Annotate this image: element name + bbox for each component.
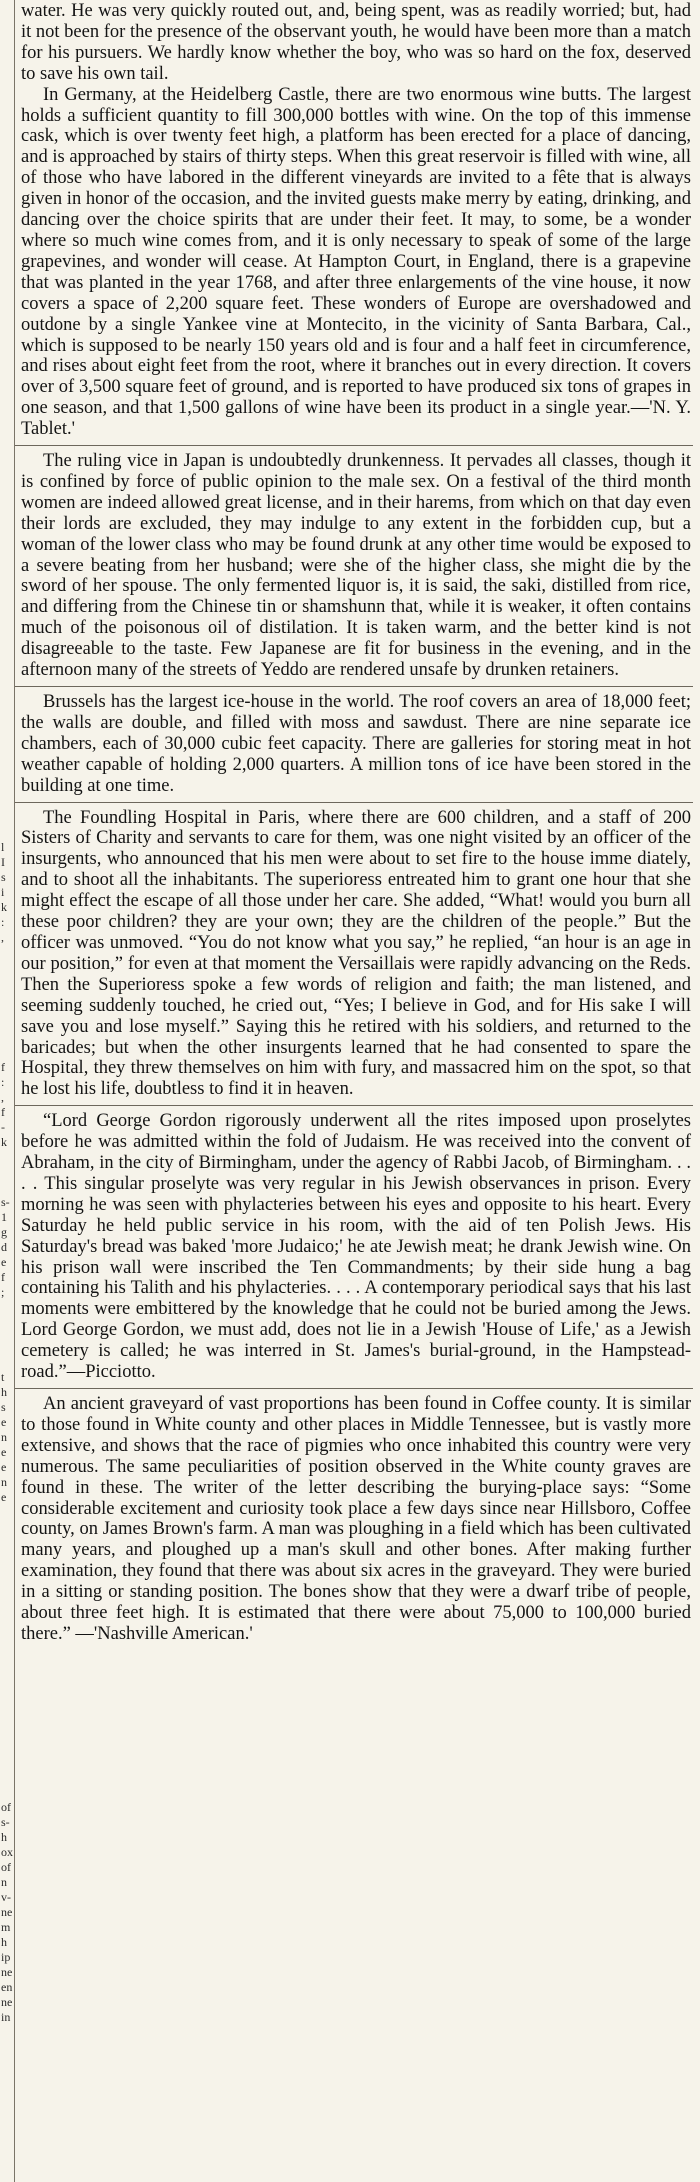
paragraph-japan-drunkenness: The ruling vice in Japan is undoubtedly drunkenness. It pervades all classes, though it is confined by force of public opinion to the male sex. On a festival of the third month women are indeed allowed great license, and in their harems, from which on that day even their lords are excluded, they may indulge to any extent in the forbidden cup, but a woman of the lower class who may be found drunk at any other time would be exposed to a severe beating from her husband; were she of the higher class, she might die by the sword of her spouse. The only fermented liquor is, it is said, the saki, distilled from rice, and differing from the Chinese tin or shamshunn that, while it is weaker, it often contains much of the poisonous oil of distilation. It is taken warm, and the better kind is not disagreeable to the taste. Few Japanese are fit for business in the evening, and in the afternoon many of the streets of Yeddo are rendered unsafe by drunken retainers.	[21, 451, 691, 681]
section-divider	[15, 1388, 693, 1389]
section-divider	[15, 686, 693, 687]
paragraph-fox-hunt: water. He was very quickly routed out, and, being spent, was as readily worried; but, had it not been for the presence of the observant youth, he would have been more than a match for his pursuers. We hardly know whether the boy, who was so hard on the fox, deserved to save his own tail.	[21, 1, 691, 84]
gutter-fragment: l I s i k : ,	[1, 840, 7, 944]
gutter-fragment: s- 1 g d e f ;	[1, 1195, 10, 1299]
section-divider	[15, 445, 693, 446]
gutter-fragment: t h s e n e e n e	[1, 1370, 7, 1504]
paragraph-lord-george-gordon: “Lord George Gordon rigorously underwent all the rites imposed upon proselytes before he was admitted within the fold of Judaism. He was received into the convent of Abraham, in the city of Birmingham, under the agency of Rabbi Jacob, of Birmingham. . . . . This singular proselyte was very regular in his Jewish observances in prison. Every morning he was seen with phylacteries between his eyes and opposite to his heart. Every Saturday he held public service in his room, with the aid of ten Polish Jews. His Saturday's bread was baked 'more Judaico;' he ate Jewish meat; he drank Jewish wine. On his prison wall were inscribed the Ten Commandments; by their side hung a bag containing his Talith and his phylacteries. . . . A contemporary periodical says that his last moments were embittered by the knowledge that he could not be buried among the Jews. Lord George Gordon, we must add, does not lie in a Jewish 'House of Life,' as a Jewish cemetery is called; he was interred in St. James's burial-ground, in the Hampstead-road.”—Picciotto.	[21, 1111, 691, 1383]
paragraph-brussels-icehouse: Brussels has the largest ice-house in the world. The roof covers an area of 18,000 feet; the walls are double, and filled with moss and sawdust. There are nine separate ice chambers, each of 30,000 cubic feet capacity. There are galleries for storing meat in hot weather capable of holding 2,000 quarters. A million tons of ice have been stored in the building at one time.	[21, 692, 691, 796]
left-margin-gutter	[0, 0, 15, 2182]
section-divider	[15, 1105, 693, 1106]
article-column	[15, 0, 693, 2182]
paragraph-coffee-county-graveyard: An ancient graveyard of vast proportions has been found in Coffee county. It is similar to those found in White county and other places in Middle Tennessee, but is vastly more extensive, and shows that the race of pigmies who once inhabited this country were very numerous. The same peculiarities of position observed in the White county graves are found in these. The writer of the letter describing the burying-place says: “Some considerable excitement and curiosity took place a few days since near Hillsboro, Coffee county, on James Brown's farm. A man was ploughing in a field which has been cultivated many years, and ploughed up a man's skull and other bones. After making further examination, they found that there was about six acres in the graveyard. They were buried in a sitting or standing position. The bones show that they were a dwarf tribe of people, about three feet high. It is estimated that there were about 75,000 to 100,000 buried there.” —'Nashville American.'	[21, 1394, 691, 1644]
paragraph-foundling-hospital: The Foundling Hospital in Paris, where there are 600 children, and a staff of 200 Sisters of Charity and servants to care for them, was one night visited by an officer of the insurgents, who announced that his men were about to set fire to the house imme diately, and to shoot all the inhabitants. The superioress entreated him to grant one hour that she might effect the escape of all those under her care. She added, “What! would you burn all these poor children? they are your own; they are the children of the people.” But the officer was unmoved. “You do not know what you say,” he replied, “an hour is an age in our position,” for even at that moment the Versaillais were rapidly advancing on the Reds. Then the Superioress spoke a few words of religion and faith; the man listened, and seeming suddenly touched, he cried out, “Yes; I believe in God, and for His sake I will save you and lose myself.” Saying this he retired with his soldiers, and returned to the baricades; but when the other insurgents learned that he had consented to spare the Hospital, they threw themselves on him with fury, and massacred him on the spot, so that he lost his life, doubtless to find it in heaven.	[21, 807, 691, 1100]
section-divider	[15, 802, 693, 803]
gutter-fragment: of s- h ox of n v- ne m h ip ne en ne in	[1, 1800, 13, 2024]
gutter-fragment: f : , f - k	[1, 1060, 7, 1149]
paragraph-heidelberg-wine: In Germany, at the Heidelberg Castle, there are two enormous wine butts. The largest holds a sufficient quantity to fill 300,000 bottles with wine. On the top of this immense cask, which is over twenty feet high, a platform has been erected for a place of dancing, and is approached by stairs of thirty steps. When this great reservoir is filled with wine, all of those who have labored in the different vineyards are invited to a fête that is always given in honor of the occasion, and the invited guests make merry by eating, drinking, and dancing over the choice spirits that are under their feet. It may, to some, be a wonder where so much wine comes from, and it is only necessary to speak of some of the large grapevines, and wonder will cease. At Hampton Court, in England, there is a grapevine that was planted in the year 1768, and after three enlargements of the vine house, it now covers a space of 2,200 square feet. These wonders of Europe are overshadowed and outdone by a single Yankee vine at Montecito, in the vicinity of Santa Barbara, Cal., which is supposed to be nearly 150 years old and is four and a half feet in circumference, and rises about eight feet from the root, where it branches out in every direction. It covers over of 3,500 square feet of ground, and is reported to have produced six tons of grapes in one season, and that 1,500 gallons of wine have been its product in a single year.—'N. Y. Tablet.'	[21, 84, 691, 440]
